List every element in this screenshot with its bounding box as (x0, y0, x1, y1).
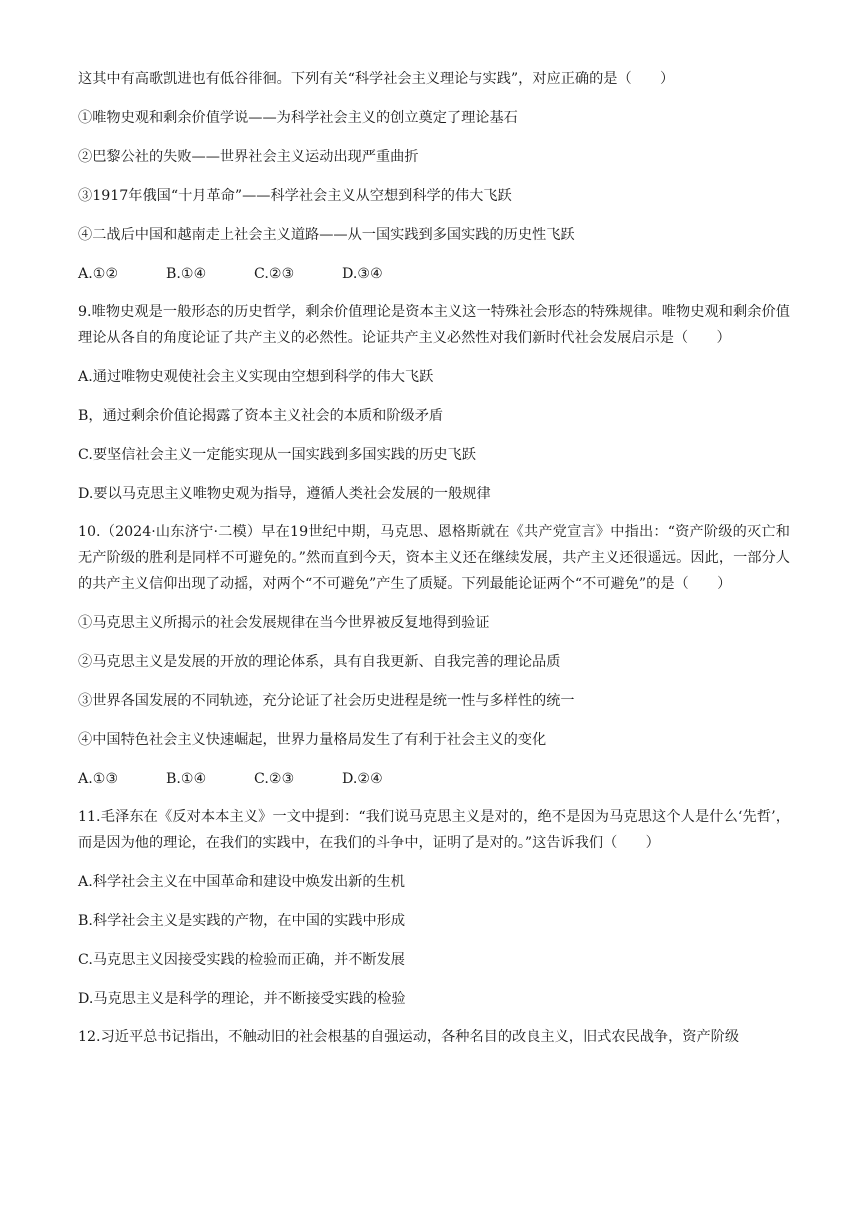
question-11-stem: 11.毛泽东在《反对本本主义》一文中提到：“我们说马克思主义是对的，绝不是因为马克思这个人是什么‘先哲’，而是因为他的理论，在我们的实践中，在我们的斗争中，证明了是对的。”这告诉我们（ ） (78, 809, 790, 851)
question-8-option-a[interactable]: A.①② (78, 266, 119, 282)
question-9-option-c[interactable]: C.要坚信社会主义一定能实现从一国实践到多国实践的历史飞跃 (78, 447, 476, 463)
question-11-option-a[interactable]: A.科学社会主义在中国革命和建设中焕发出新的生机 (78, 874, 405, 890)
question-9-option-a[interactable]: A.通过唯物史观使社会主义实现由空想到科学的伟大飞跃 (78, 369, 434, 385)
question-9 (78, 299, 790, 507)
question-8 (78, 66, 790, 287)
question-10-option-b[interactable]: B.①④ (166, 771, 207, 787)
question-12-stem: 12.习近平总书记指出，不触动旧的社会根基的自强运动，各种名目的改良主义，旧式农民战争，资产阶级 (78, 1029, 740, 1045)
question-10-option-d[interactable]: D.②④ (342, 771, 383, 787)
question-10-option-a[interactable]: A.①③ (78, 771, 119, 787)
question-8-stem: 这其中有高歌凯进也有低谷徘徊。下列有关“科学社会主义理论与实践”，对应正确的是（ ） (78, 71, 675, 87)
question-8-item-4: ④二战后中国和越南走上社会主义道路——从一国实践到多国实践的历史性飞跃 (78, 227, 575, 243)
question-8-item-2: ②巴黎公社的失败——世界社会主义运动出现严重曲折 (78, 149, 419, 165)
question-8-option-d[interactable]: D.③④ (342, 266, 383, 282)
question-11-option-c[interactable]: C.马克思主义因接受实践的检验而正确，并不断发展 (78, 952, 405, 968)
question-10-stem: 10.（2024·山东济宁·二模）早在19世纪中期，马克思、恩格斯就在《共产党宣言》中指出：“资产阶级的灭亡和无产阶级的胜利是同样不可避免的。”然而直到今天，资本主义还在继续发展，共产主义还很遥远。因此，一部分人的共产主义信仰出现了动摇，对两个“不可避免”产生了质疑。下列最能论证两个“不可避免”的是（ ） (78, 524, 790, 592)
question-8-item-3: ③1917年俄国“十月革命”——科学社会主义从空想到科学的伟大飞跃 (78, 188, 512, 204)
question-10-item-4: ④中国特色社会主义快速崛起，世界力量格局发生了有利于社会主义的变化 (78, 732, 547, 748)
question-11-option-b[interactable]: B.科学社会主义是实践的产物，在中国的实践中形成 (78, 913, 406, 929)
question-10-options (78, 766, 790, 792)
question-8-option-c[interactable]: C.②③ (254, 266, 295, 282)
question-content (78, 66, 790, 1050)
question-8-item-1: ①唯物史观和剩余价值学说——为科学社会主义的创立奠定了理论基石 (78, 110, 518, 126)
question-9-option-b[interactable]: B，通过剩余价值论揭露了资本主义社会的本质和阶级矛盾 (78, 408, 444, 424)
question-12 (78, 1024, 790, 1050)
question-10-item-1: ①马克思主义所揭示的社会发展规律在当今世界被反复地得到验证 (78, 615, 490, 631)
question-8-option-b[interactable]: B.①④ (166, 266, 207, 282)
question-10 (78, 519, 790, 792)
question-9-option-d[interactable]: D.要以马克思主义唯物史观为指导，遵循人类社会发展的一般规律 (78, 486, 491, 502)
question-10-item-3: ③世界各国发展的不同轨迹，充分论证了社会历史进程是统一性与多样性的统一 (78, 693, 575, 709)
question-10-option-c[interactable]: C.②③ (254, 771, 295, 787)
question-11 (78, 804, 790, 1012)
question-8-options (78, 261, 790, 287)
question-11-option-d[interactable]: D.马克思主义是科学的理论，并不断接受实践的检验 (78, 991, 406, 1007)
question-10-item-2: ②马克思主义是发展的开放的理论体系，具有自我更新、自我完善的理论品质 (78, 654, 561, 670)
question-9-stem: 9.唯物史观是一般形态的历史哲学，剩余价值理论是资本主义这一特殊社会形态的特殊规律。唯物史观和剩余价值理论从各自的角度论证了共产主义的必然性。论证共产主义必然性对我们新时代社会发展启示是（ ） (78, 304, 790, 346)
